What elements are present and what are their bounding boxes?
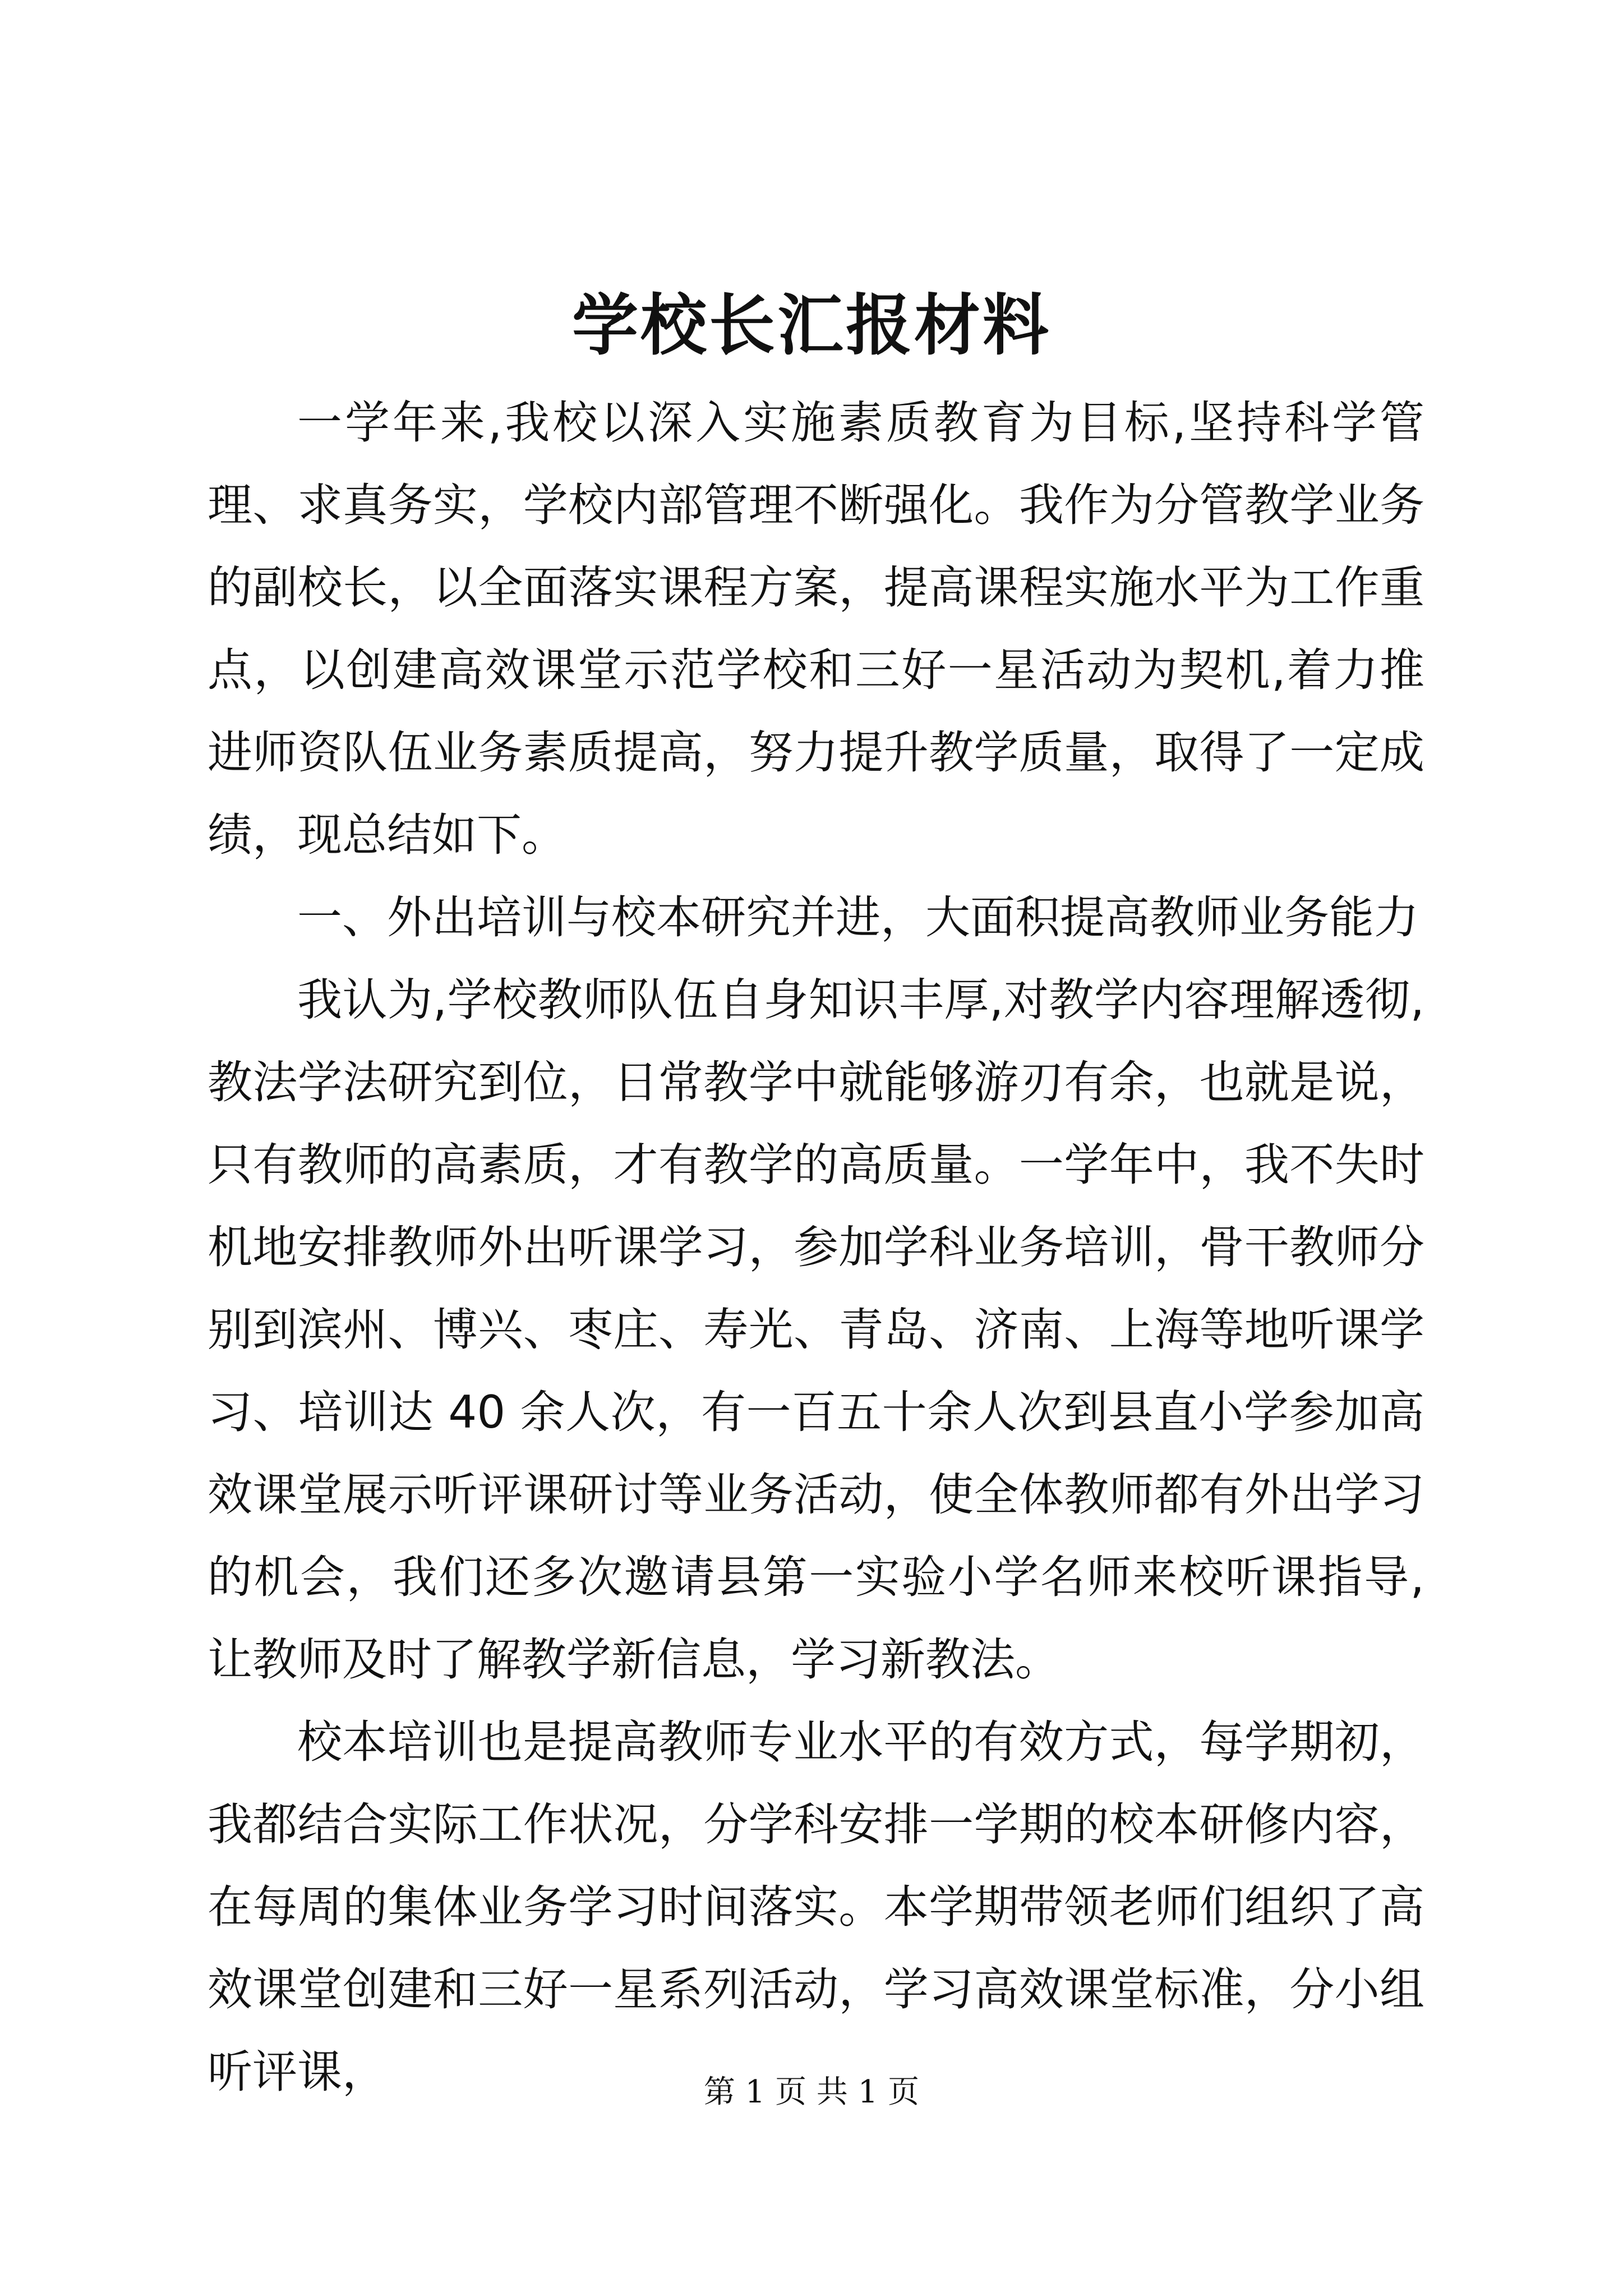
training-paragraph: 我认为,学校教师队伍自身知识丰厚,对教学内容理解透彻,教法学法研究到位，日常教学中就能够游刃有余，也就是说，只有教师的高素质，才有教学的高质量。一学年中，我不失时机地安排教师外出听课学习，参加学科业务培训，骨干教师分别到滨州、博兴、枣庄、寿光、青岛、济南、上海等地听课学习、培训达 40 余人次，有一百五十余人次到县直小学参加高效课堂展示听评课研讨等业务活动，使全体教师都有外出学习的机会，我们还多次邀请县第一实验小学名师来校听课指导,让教师及时了解教学新信息，学习新教法。 (208, 974, 1424, 1686)
document-body (208, 381, 1424, 2113)
section-heading-1: 一、外出培训与校本研究并进，大面积提高教师业务能力 (297, 891, 1419, 944)
document-title: 学校长汇报材料 (571, 286, 1051, 364)
page-number-footer: 第 1 页 共 1 页 (703, 2074, 920, 2110)
intro-paragraph: 一学年来,我校以深入实施素质教育为目标,坚持科学管理、求真务实，学校内部管理不断强化。我作为分管教学业务的副校长，以全面落实课程方案，提高课程实施水平为工作重点，以创建高效课堂示范学校和三好一星活动为契机,着力推进师资队伍业务素质提高，努力提升教学质量，取得了一定成绩，现总结如下。 (208, 397, 1424, 861)
school-training-paragraph: 校本培训也是提高教师专业水平的有效方式，每学期初，我都结合实际工作状况，分学科安排一学期的校本研修内容，在每周的集体业务学习时间落实。本学期带领老师们组织了高效课堂创建和三好一星系列活动，学习高效课堂标准，分小组听评课， (208, 1716, 1424, 2098)
